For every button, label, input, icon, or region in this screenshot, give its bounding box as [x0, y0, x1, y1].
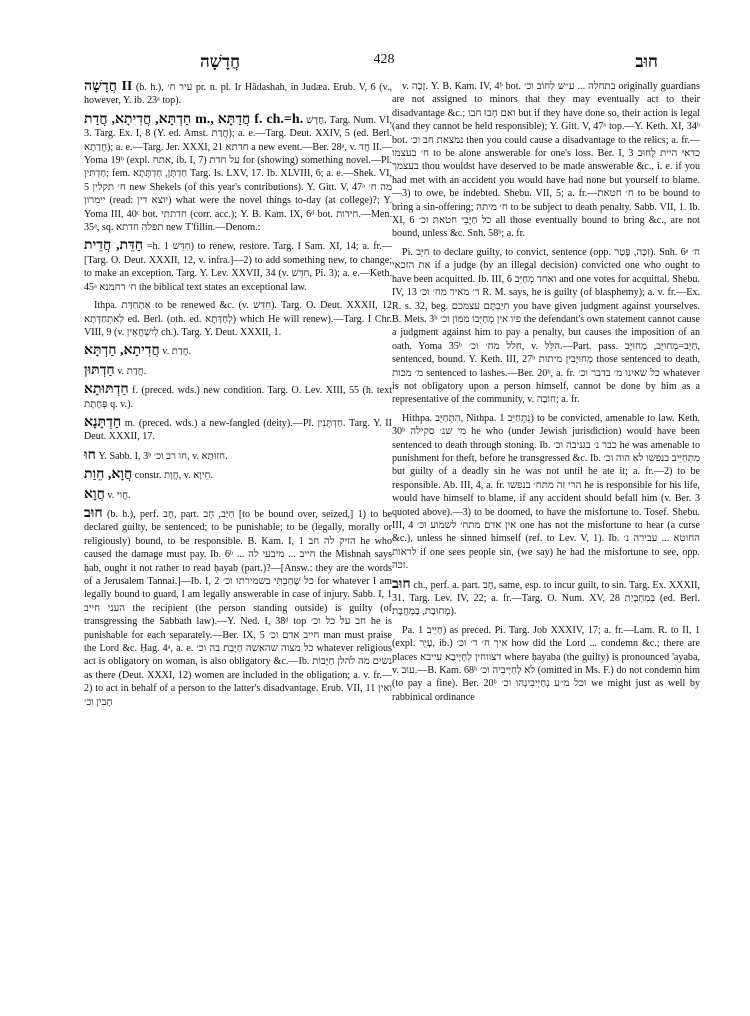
- dictionary-entry: [84, 383, 392, 411]
- entry-text: v. חֲדַת.: [162, 346, 192, 358]
- entry-text: m. (preced. wds.) a new-fangled (deity).—Pl. חַדְתָּנִין. Targ. Y. II Deut. XXXII, 17.: [84, 417, 392, 443]
- entry-headword: חַדְתָּא, חֲדִיתָא, חֲדַת m., חֲדַתָּא f. ch.=h.: [84, 111, 304, 127]
- entry-text: =h. חִדֵּשׁ 1) to renew, restore. Targ. I Sam. XI, 14; a. fr.—[Targ. O. Deut. XXXII, 12, v. infra.]—2) to add something new, to change; to make an exception. Targ. Y. Lev. XXVII, 34 (v. חִדֵּשׁ, Pi. 3); a. e.—Keth. 45ᵃ ח׳ רחמנא the biblical text states an exceptional law.: [84, 241, 392, 293]
- entry-text: חָדָשׁ. Targ. Num. VI, 3. Targ. Ex. I, 8 (Y. ed. Amst. חֲדַת); a. e.—Targ. Deut. XXIV, 5 (ed. Berl. חֲדַתָא); a. e.—Targ. Jer. XXXI, 21 חדתא a new event.—Ber. 28ᵃ, v. חֲד II.—Yoma 19ᵇ (expl. אתח, ib. I, 7) על חדת for (showing) something novel.—Pl. חַדְתִּין; fem. חַדְתָּן, חַדְתָּתָא Targ. Is. LXV, 17. Ib. XLVIII, 6; a. e.—Shek. VI, 5 ח׳ תקלין new Shekels (of this year's contributions). Y. Gitt. V, 47ᵃ מה ח׳ יימרון (read: יוצא דין) what were the novel things to-day (at college)?; Y. Yoma III, 40ᶜ bot. חדתתי (corr. acc.); Y. B. Kam. IX, 6ᵈ bot. חידות.—Men. 35ᵃ, sq. תפלה חדתא new T'fillin.—Denom.:: [84, 114, 393, 234]
- entry-text: constr. חֲוָת, v. חֵיוָא.: [134, 470, 213, 482]
- dictionary-entry: [84, 416, 392, 444]
- dictionary-entry: [84, 80, 392, 108]
- dictionary-entry: [392, 578, 700, 619]
- dictionary-entry: [392, 80, 700, 241]
- entry-headword: חַדֵּת, חֲדֵית: [84, 238, 144, 254]
- entry-text: v. חֲדַת.: [117, 365, 147, 377]
- entry-headword: חַדְתּוּתָא: [84, 382, 129, 398]
- dictionary-entry: [392, 246, 700, 407]
- left-column: [84, 80, 392, 714]
- left-running-head: חֲדָשָׁה: [200, 52, 241, 71]
- entry-text: Ithpa. אִתְחַדַּת to be renewed &c. (v. חִדֵּשׁ). Targ. O. Deut. XXXII, 12 לְאִתְחַדָּתָא ed. Berl. (oth. ed. לְחַדָּתָא) which He will renew).—Targ. I Chr. VIII, 9 (v. לְיִשְׁחֲאֵין ch.). Targ. Y. Deut. XXXII, 1.: [84, 300, 392, 338]
- entry-text: (b. h.), עיר ח׳ pr. n. pl. Ir Hădashah, in Judæa. Erub. V, 6 (v., however, Y. ib. 23ᵃ top).: [84, 82, 392, 107]
- entry-headword: חוּב: [84, 505, 103, 521]
- entry-text: Pa. חַיֵּיב 1) as preced. Pi. Targ. Job XXXIV, 17; a. fr.—Lam. R. to II, 1 (expl. עָיֵר, ib.) איך ח׳ ר׳ וכ׳ how did the Lord ... condemn &c.; there are places דצווחין לְחַיָּיבָא עייבא where ḥayaba (the guilty) is pronounced 'ayaba, v. עוּב.—B. Kam. 68ᵇ לא לְחַיְּיבֵיה וכ׳ (omitted in Ms. F.) do not condemn him (to pay a fine). Ber. 20ᵇ וכל מ״ע נְחַיְּיבִינְהוּ וכ׳ we might just as well by rabbinical ordinance: [392, 624, 701, 703]
- entry-headword: חוּב: [392, 576, 411, 592]
- entry-headword: חוּ: [84, 447, 96, 463]
- entry-headword: חֲדָשָׁה II: [84, 79, 133, 94]
- dictionary-entry: [84, 449, 392, 463]
- entry-headword: חַדְתָּנָא: [84, 414, 122, 430]
- entry-headword: חֲוָא, חֵוַת: [84, 467, 133, 483]
- dictionary-entry: [392, 624, 700, 704]
- page-header: [70, 52, 698, 76]
- entry-headword: חֲוָא: [84, 486, 105, 502]
- entry-text: ch., perf. a. part. חָב, same, esp. to incur guilt, to sin. Targ. Ex. XXXII, 31. Targ. Lev. IV, 22; a. fr.—Targ. O. Num. XV, 28 בְּמִחְבְּיַת (ed. Berl. מְחוּבָת, בַמְחֲבָת).: [392, 579, 700, 618]
- right-column: [392, 80, 700, 709]
- dictionary-entry: [84, 488, 392, 502]
- right-running-head: חוּב: [635, 52, 658, 71]
- dictionary-entry: [84, 468, 392, 482]
- dictionary-entry: [84, 239, 392, 294]
- dictionary-entry: [84, 364, 392, 378]
- dictionary-entry: [84, 113, 392, 235]
- dictionary-entry: [84, 507, 392, 709]
- entry-text: f. (preced. wds.) new condition. Targ. O. Lev. XIII, 55 (h. text פְּחֶתֶת q. v.).: [84, 385, 392, 410]
- dictionary-entry: [84, 344, 392, 358]
- page-number: 428: [373, 52, 395, 67]
- entry-text: v. חֲוִי.: [107, 489, 131, 501]
- entry-text: v. זָכָה. Y. B. Kam. IV, 4ᵇ bot. בתחלה ... ע״ש לְחוֹב וכ׳ originally guardians are not assigned to minors that they may eventually act to their disadvantage &c.; ואם חָבוּ חבו but if they have done so, their action is legal (and they cannot be held responsible); Y. Gitt. V, 47ᵃ top.—Y. Keth. XI, 34ᵇ bot. נמצאת חב וכ׳ then you could cause a disadvantage to the relics; a. fr.—ח׳ בעצמו to be alone answerable for one's loss. Ber. I, 3 כדאי היית לָחוּב בעצמך thou wouldst have deserved to be made answerable &c., i. e. if you had met with an accident you would have had none but yourself to blame.—3) to owe, be indebted. Shebu. VII, 5; a. fr.—ח׳ חטאת to be bound to bring a sin-offering; ח׳ מיתה to be subject to death penalty. Sabb. VII, 1. Ib. XI, 6 כל חַיָּבֵי חטאת וכ׳ all those eventually bound to bring &c., are not bound, unless &c. Snh. 58ᵇ; a. fr.: [392, 81, 701, 240]
- entry-text: Hithpa. הִתְחַיֵּב, Nithpa. נִתְחַיֵּב 1) to be convicted, amenable to law. Keth. 30ᵇ מי שנ׳ סקילה he who (under Jewish jurisdiction) would have been sentenced to death through stoning. Ib. כבר נ׳ בגניבה וכ׳ he was amenable to punishment for theft, before he transgressed &c. Ib. מִתְחַיֵּיב בנפשו לא הוה וכ׳ but guilty of a deadly sin he was not until he ate it; a. fr.—2) to be responsible. Ab. III, 4, a. fr. הרי זה מתח׳ בנפשו he is responsible for his life, would have himself to blame, if any accident should befall him (v. Ber. 3 quoted above).—3) to be doomed, to have the misfortune to. Tosef. Shebu. III, 4 אין אדם מתח׳ לשמוע וכ׳ one has not the misfortune to hear (a curse &c.), unless he sinned himself (ref. to Lev. V, 1). Ib. החוטא ... עבירה נ׳ לראות if one sees people sin, (we say) he had the misfortune to see, opp. זכה.: [392, 412, 700, 572]
- entry-text: Y. Sabb. I, 3ᵇ חו רב וכ׳, v. חזוּתָא.: [98, 450, 228, 462]
- entry-text: (b. h.), perf. חָב, part. חַיָּב, חָב [to be bound over, seized,] 1) to be declared guilty, be sentenced; to be punishable; to be (legally, morally or religiously) bound, to be responsible. B. Kam. I, 1 הזיק לה חב he who caused the damage must pay. Ib. 6ᵇ ... חייב ... מיבעי לה the Mishnah says ḥab, ought it not rather to read ḥayab (part.)?—[Answ.: they are the words of a Jerusalem Tannai.]—Ib. I, 2 כל שֶׁחַבְתִּי בשמירתו וכ׳ for whatever I am legally bound to guard, I am legally answerable in case of injury. Sabb. I, 1 העני חייב the recipient (the person standing outside) is guilty (of transgressing the Sabbath law).—Y. Ned. I, 38ᵈ top חב על כל וכ׳ he is punishable for each separately.—Ber. IX, 5 חייב אדם וכ׳ man must praise the Lord &c. Ḥag. 4ᵃ, a. e. כל מצוה שהאשה חַיֶּבֶת בה וכ׳ whatever religious act is obligatory on woman, is also obligatory &c.—Ib. נשים מה להלן חַיָּבוֹת as there (Deut. XXXI, 12) women are included in the obligation; a. v. fr.—2) to act in behalf of a person to the latter's disadvantage. Erub. VII, 11 ואין חָבִין וכ׳: [84, 508, 393, 708]
- entry-headword: חַדְתּוּן: [84, 362, 115, 378]
- dictionary-entry: [84, 299, 392, 339]
- dictionary-entry: [392, 412, 700, 573]
- entry-headword: חֲדִיתָא, חַדְתָּא: [84, 343, 160, 359]
- entry-text: Pi. חִיֵּב to declare guilty, to convict, sentence (opp. זִכָּה, פָּטַר). Snh. 6ᵃ ח׳ את הזכאי if a judge (by an illegal decision) convicted one who ought to have been acquitted. Ib. III, 6 ואחד מְחַיֵּב and one votes for acquittal. Shebu. IV, 13 ר׳ מאיר מח׳ וכ׳ R. M. says, he is guilty (of blasphemy); a. v. fr.—Ex. R. s. 32, beg. חִיַּבְתֶּם עצמכם you have given judgment against yourselves. B. Mets. 3ᵇ פיו אין מְחַיְּבוֹ מִמּוֹן וכ׳ the defendant's own statement cannot cause a judgment against him to pay a penalty, but causes the imposition of an oath. Yoma 35ᵇ חלל מח׳ וכ׳, v. הִלֵּל.—Part. pass. חַיָּב=מְחוּיָּב, מְחוּיָּב, sentenced, bound. Y. Keth. III, 27ᵇ מְחוּיָּבִין מיתות those sentenced to death, מ׳ מכות sentenced to lashes.—Ber. 20ᵇ, a. fr. כל שאינו מ׳ בדבר וכ׳ whatever is not obligatory upon a person himself, cannot be done by him as a representative of the community, v. חוֹבָה; a. fr.: [392, 246, 701, 406]
